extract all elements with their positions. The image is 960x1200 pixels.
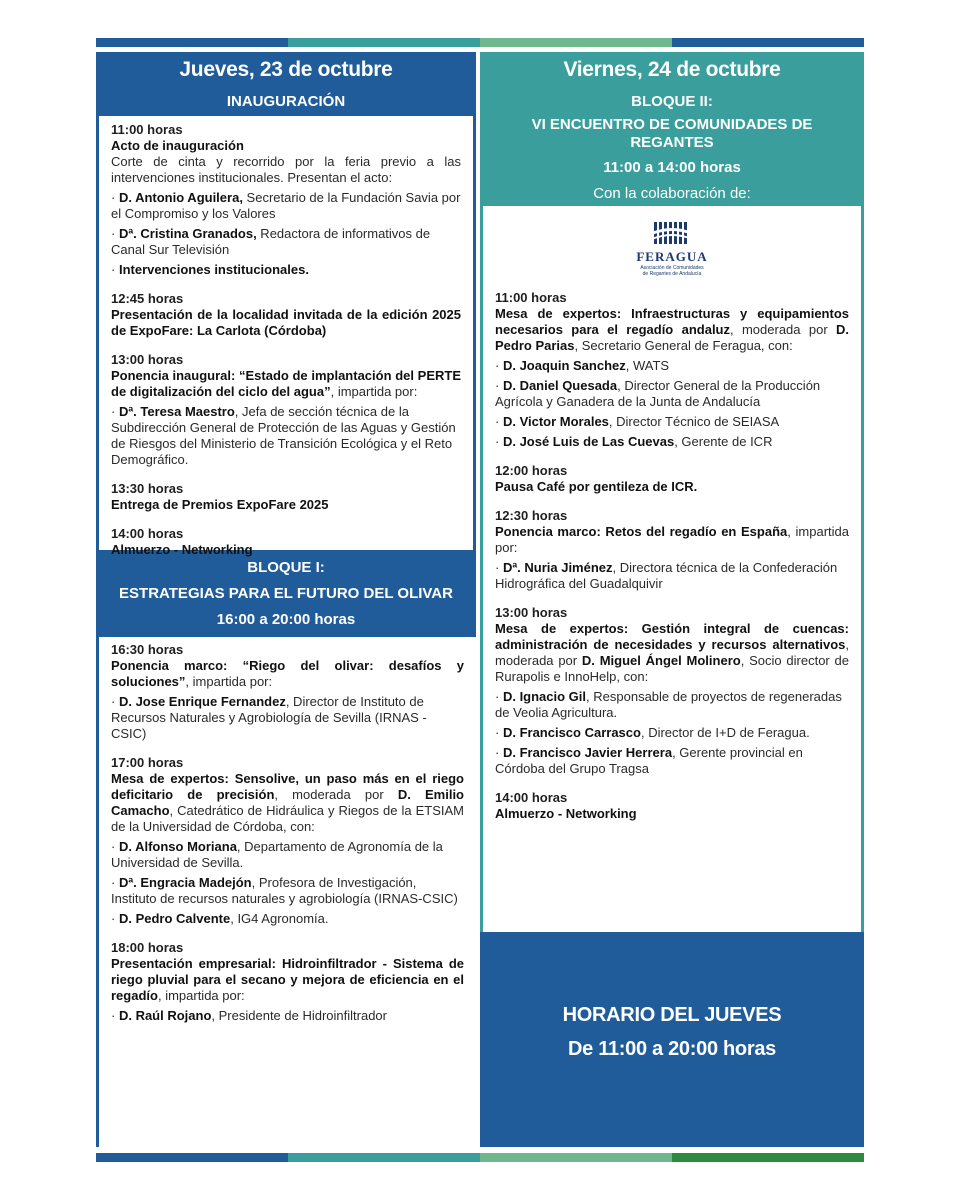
entry-heading (111, 138, 461, 154)
speaker-name: Dª. Nuria Jiménez (502, 560, 613, 575)
entry-moderator: D. Pedro Parias (495, 322, 849, 353)
speaker-item: · D. Joaquin Sanchez, WATS (495, 358, 670, 373)
block1-header (96, 550, 476, 637)
block2-hours: 11:00 a 14:00 horas (603, 159, 741, 176)
collaboration-label: Con la colaboración de: (593, 185, 751, 202)
entry-description: Corte de cinta y recorrido por la feria previo a las intervenciones institucionales. Presentan el acto: (111, 154, 461, 185)
speaker-role: , Directora técnica de la Confederación Hidrográfica del Guadalquivir (495, 560, 838, 591)
program-entry (495, 605, 849, 777)
speaker-name: D. Pedro Calvente (118, 911, 231, 926)
block2-subtitle: VI ENCUENTRO DE COMUNIDADES DE REGANTES (531, 116, 813, 151)
speaker-role: , Director General de la Producción Agrícola y Ganadera de la Junta de Andalucía (495, 378, 821, 409)
entry-heading-text: Pausa Café por gentileza de ICR. (495, 479, 698, 494)
entry-time: 16:30 horas (111, 642, 184, 657)
speaker-item: · Dª. Cristina Granados, Redactora de informativos de Canal Sur Televisión (111, 226, 431, 257)
program-entry (111, 755, 464, 927)
speaker-item: · Dª. Nuria Jiménez, Directora técnica de la Confederación Hidrográfica del Guadalquivir (495, 560, 838, 591)
speaker-role: , Presidente de Hidroinfiltrador (211, 1008, 387, 1023)
entry-heading-tail: , impartida por: (157, 988, 245, 1003)
entry-moderator-role: , Socio director de Rurapolis e InnoHelp, con: (495, 653, 849, 684)
speaker-item: · D. Francisco Carrasco, Director de I+D de Feragua. (495, 725, 810, 740)
entry-heading (111, 497, 461, 513)
speaker-role: , Gerente de ICR (674, 434, 773, 449)
speaker-item: · D. Daniel Quesada, Director General de la Producción Agrícola y Ganadera de la Junta de Andalucía (495, 378, 821, 409)
speaker-item: · D. Pedro Calvente, IG4 Agronomía. (111, 911, 329, 926)
speaker-item: · D. Antonio Aguilera, Secretario de la Fundación Savia por el Compromiso y los Valores (111, 190, 461, 221)
stripe-segment (480, 38, 672, 47)
speaker-name: D. Francisco Carrasco (502, 725, 641, 740)
entry-heading (111, 771, 464, 835)
entry-heading-text: Presentación de la localidad invitada de la edición 2025 de ExpoFare: La Carlota (Córdoba) (111, 307, 461, 338)
entry-heading-tail: , moderada por (495, 637, 849, 668)
speaker-role: , Profesora de Investigación, Instituto de recursos naturales y agrobiología (IRNAS-CSIC) (111, 875, 458, 906)
speaker-name: D. Francisco Javier Herrera (502, 745, 673, 760)
entry-heading (111, 307, 461, 339)
entry-moderator: D. Miguel Ángel Molinero (581, 653, 741, 668)
speaker-role: , Responsable de proyectos de regeneradas de Veolia Agricultura. (495, 689, 842, 720)
stripe-segment (288, 38, 480, 47)
thursday-column (96, 52, 476, 1147)
speaker-item: · D. Jose Enrique Fernandez, Director de Instituto de Recursos Naturales y Agrobiología de Sevilla (IRNAS - CSIC) (111, 694, 427, 741)
block2-program (480, 206, 864, 932)
stripe-segment (288, 1153, 480, 1162)
stripe-segment (480, 1153, 672, 1162)
program-entry (495, 290, 849, 450)
speaker-name: D. Raúl Rojano (118, 1008, 212, 1023)
speaker-role: , Jefa de sección técnica de la Subdirección General de Protección de las Aguas y Gestión de Riesgos del Ministerio de Transición Ecológica y el Reto Demográfico. (111, 404, 456, 467)
entry-heading (111, 658, 464, 690)
friday-day-title: Viernes, 24 de octubre (563, 58, 781, 81)
entry-heading (111, 956, 464, 1004)
speaker-role: , Gerente provincial en Córdoba del Grupo Tragsa (495, 745, 803, 776)
speaker-name: D. Alfonso Moriana (118, 839, 237, 854)
thursday-hours-range: De 11:00 a 20:00 horas (568, 1038, 776, 1060)
entry-heading-text: Ponencia marco: Retos del regadío en España (495, 524, 788, 539)
entry-heading-tail: , impartida por: (495, 524, 849, 555)
speaker-name: D. Antonio Aguilera, (118, 190, 243, 205)
stripe-segment (96, 1153, 288, 1162)
entry-time: 17:00 horas (111, 755, 184, 770)
entry-time: 13:00 horas (495, 605, 568, 620)
speaker-name: D. Ignacio Gil (502, 689, 587, 704)
program-entry (111, 481, 461, 513)
speaker-name: Dª. Engracia Madejón (118, 875, 252, 890)
entry-heading-text: Almuerzo - Networking (111, 542, 253, 557)
speaker-role: , IG4 Agronomía. (230, 911, 329, 926)
entry-heading-tail: , impartida por: (330, 384, 418, 399)
speaker-name: Dª. Cristina Granados, (118, 226, 257, 241)
speaker-name: Dª. Teresa Maestro (118, 404, 235, 419)
speaker-role: Redactora de informativos de Canal Sur Televisión (111, 226, 431, 257)
entry-heading-text: Ponencia inaugural: “Estado de implantación del PERTE de digitalización del ciclo del agua” (111, 368, 461, 399)
speaker-name: D. Daniel Quesada (502, 378, 618, 393)
entry-moderator: D. Emilio Camacho (111, 787, 464, 818)
speaker-item: · Dª. Teresa Maestro, Jefa de sección técnica de la Subdirección General de Protección de las Aguas y Gestión de Riesgos del Ministerio de Transición Ecológica y el Reto Demográfico. (111, 404, 456, 467)
top-color-stripe (96, 38, 864, 47)
entry-heading-text: Almuerzo - Networking (495, 806, 637, 821)
entry-time: 11:00 horas (495, 290, 567, 305)
thursday-hours-box (480, 932, 864, 1147)
block1-program (96, 637, 476, 1147)
entry-time: 14:00 horas (495, 790, 568, 805)
speaker-item: · D. Raúl Rojano, Presidente de Hidroinfiltrador (111, 1008, 387, 1023)
entry-heading-tail: , impartida por: (185, 674, 273, 689)
entry-heading-text: Acto de inauguración (111, 138, 244, 153)
speaker-item: · Intervenciones institucionales. (111, 262, 309, 277)
entry-time: 13:30 horas (111, 481, 184, 496)
thursday-hours-title: HORARIO DEL JUEVES (562, 1004, 782, 1026)
thursday-day-title: Jueves, 23 de octubre (179, 58, 393, 81)
program-entry (495, 463, 849, 495)
entry-heading-text: Ponencia marco: “Riego del olivar: desafíos y soluciones” (111, 658, 464, 689)
entry-heading-text: Mesa de expertos: Sensolive, un paso más en el riego deficitario de precisión (111, 771, 464, 802)
program-entry (495, 508, 849, 592)
entry-heading (495, 479, 849, 495)
program-entry (111, 642, 464, 742)
entry-heading-text: Entrega de Premios ExpoFare 2025 (111, 497, 329, 512)
entry-time: 12:00 horas (495, 463, 568, 478)
speaker-name: D. Victor Morales (502, 414, 609, 429)
speaker-item: · D. Francisco Javier Herrera, Gerente provincial en Córdoba del Grupo Tragsa (495, 745, 803, 776)
entry-heading-tail: , moderada por (274, 787, 398, 802)
speaker-name: Intervenciones institucionales. (118, 262, 309, 277)
friday-column (480, 52, 864, 1147)
entry-heading-text: Mesa de expertos: Gestión integral de cuencas: administración de necesidades y recursos alternativos (495, 621, 849, 652)
speaker-item: · D. José Luis de Las Cuevas, Gerente de ICR (495, 434, 773, 449)
opening-program (96, 116, 476, 557)
entry-heading (495, 806, 849, 822)
speaker-role: , Director de Instituto de Recursos Naturales y Agrobiología de Sevilla (IRNAS - CSIC) (111, 694, 427, 741)
opening-section-title: INAUGURACIÓN (226, 93, 346, 110)
entry-time: 14:00 horas (111, 526, 184, 541)
feragua-logo-name: FERAGUA (636, 249, 708, 264)
speaker-item: · D. Alfonso Moriana, Departamento de Agronomía de la Universidad de Sevilla. (111, 839, 443, 870)
program-entry (111, 122, 461, 278)
speaker-role: , Director Técnico de SEIASA (608, 414, 780, 429)
entry-heading (111, 542, 461, 558)
stripe-segment (672, 1153, 864, 1162)
program-entry (111, 291, 461, 339)
entry-heading-text: Mesa de expertos: Infraestructuras y equipamientos necesarios para el regadío andaluz (495, 306, 849, 337)
speaker-role: Secretario de la Fundación Savia por el Compromiso y los Valores (111, 190, 461, 221)
entry-heading (495, 524, 849, 556)
speaker-name: D. Joaquin Sanchez (502, 358, 626, 373)
block1-hours: 16:00 a 20:00 horas (216, 611, 356, 628)
stripe-segment (96, 38, 288, 47)
entry-time: 18:00 horas (111, 940, 184, 955)
entry-time: 12:45 horas (111, 291, 184, 306)
program-entry (111, 940, 464, 1024)
entry-heading-text: Presentación empresarial: Hidroinfiltrador - Sistema de riego pluvial para el secano y mejora de eficiencia en el regadío (111, 956, 464, 1003)
entry-time: 11:00 horas (111, 122, 183, 137)
entry-time: 13:00 horas (111, 352, 184, 367)
stripe-segment (672, 38, 864, 47)
entry-moderator-role: , Secretario General de Feragua, con: (574, 338, 793, 353)
entry-heading (111, 368, 461, 400)
program-entry (111, 352, 461, 468)
bottom-color-stripe (96, 1153, 864, 1162)
program-entry (495, 790, 849, 822)
speaker-role: , Director de I+D de Feragua. (640, 725, 810, 740)
thursday-header (96, 52, 476, 116)
feragua-logo-sub2: de Regantes de Andalucía (642, 271, 702, 277)
entry-heading (495, 306, 849, 354)
speaker-item: · Dª. Engracia Madejón, Profesora de Investigación, Instituto de recursos naturales y agrobiología (IRNAS-CSIC) (111, 875, 458, 906)
block1-title: BLOQUE I: (247, 559, 325, 576)
block1-subtitle: ESTRATEGIAS PARA EL FUTURO DEL OLIVAR (119, 585, 453, 602)
speaker-name: D. Jose Enrique Fernandez (118, 694, 286, 709)
speaker-item: · D. Ignacio Gil, Responsable de proyectos de regeneradas de Veolia Agricultura. (495, 689, 842, 720)
feragua-logo (495, 206, 849, 277)
feragua-logo-icon (652, 220, 692, 246)
speaker-item: · D. Victor Morales, Director Técnico de SEIASA (495, 414, 780, 429)
speaker-role: , Departamento de Agronomía de la Universidad de Sevilla. (111, 839, 443, 870)
entry-heading-tail: , moderada por (730, 322, 836, 337)
entry-time: 12:30 horas (495, 508, 568, 523)
speaker-role: , WATS (625, 358, 670, 373)
speaker-name: D. José Luis de Las Cuevas (502, 434, 675, 449)
block2-entries (495, 290, 849, 822)
entry-moderator-role: , Catedrático de Hidráulica y Riegos de la ETSIAM de la Universidad de Córdoba, con: (111, 803, 464, 834)
feragua-logo-sub1: Asociación de Comunidades (640, 265, 704, 271)
friday-header (480, 52, 864, 206)
entry-heading (495, 621, 849, 685)
program-entry (111, 526, 461, 558)
block2-title: BLOQUE II: (631, 93, 713, 110)
